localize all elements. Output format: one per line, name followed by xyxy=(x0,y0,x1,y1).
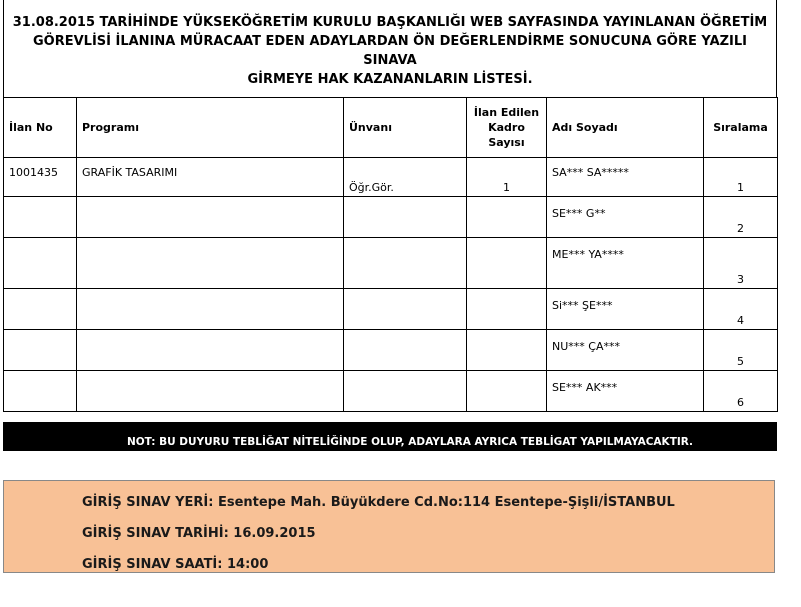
cell-empty xyxy=(467,238,547,289)
table-header-row xyxy=(4,98,778,158)
cell-empty xyxy=(467,371,547,412)
exam-place: GİRİŞ SINAV YERİ: Esentepe Mah. Büyükdere Cd.No:114 Esentepe-Şişli/İSTANBUL xyxy=(82,495,675,510)
cell-unvani: Öğr.Gör. xyxy=(344,158,467,197)
header-ilan-no: İlan No xyxy=(4,98,77,158)
cell-candidate-rank: 1 xyxy=(704,158,778,197)
cell-programi: GRAFİK TASARIMI xyxy=(77,158,344,197)
notice-text: NOT: BU DUYURU TEBLİĞAT NİTELİĞİNDE OLUP, ADAYLARA AYRICA TEBLİGAT YAPILMAYACAKTIR. xyxy=(126,436,694,448)
cell-empty xyxy=(4,371,77,412)
cell-empty xyxy=(344,330,467,371)
table-row xyxy=(4,371,778,412)
notice-bar xyxy=(3,422,777,451)
cell-empty xyxy=(4,238,77,289)
exam-time: GİRİŞ SINAV SAATİ: 14:00 xyxy=(82,557,269,572)
cell-empty xyxy=(77,371,344,412)
cell-candidate-rank: 4 xyxy=(704,289,778,330)
cell-empty xyxy=(344,238,467,289)
cell-empty xyxy=(77,289,344,330)
table-row xyxy=(4,238,778,289)
cell-kadro: 1 xyxy=(467,158,547,197)
cell-empty xyxy=(467,289,547,330)
cell-candidate-name: SE*** AK*** xyxy=(547,371,704,412)
exam-date: GİRİŞ SINAV TARİHİ: 16.09.2015 xyxy=(82,526,316,541)
header-siralama: Sıralama xyxy=(704,98,778,158)
announcement-title-text xyxy=(8,13,773,89)
cell-candidate-rank: 5 xyxy=(704,330,778,371)
cell-empty xyxy=(4,289,77,330)
header-unvani: Ünvanı xyxy=(344,98,467,158)
cell-candidate-name: SE*** G** xyxy=(547,197,704,238)
cell-empty xyxy=(467,197,547,238)
cell-ilan-no: 1001435 xyxy=(4,158,77,197)
cell-empty xyxy=(77,330,344,371)
cell-candidate-rank: 2 xyxy=(704,197,778,238)
title-line-3: GİRMEYE HAK KAZANANLARIN LİSTESİ. xyxy=(247,71,533,87)
title-line-2: GÖREVLİSİ İLANINA MÜRACAAT EDEN ADAYLARDAN ÖN DEĞERLENDİRME SONUCUNA GÖRE YAZILI SINAVA xyxy=(32,33,748,68)
header-kadro-sayisi: İlan Edilen Kadro Sayısı xyxy=(467,98,547,158)
cell-empty xyxy=(4,197,77,238)
cell-candidate-name: SA*** SA***** xyxy=(547,158,704,197)
cell-empty xyxy=(77,197,344,238)
cell-empty xyxy=(344,371,467,412)
header-adi-soyadi: Adı Soyadı xyxy=(547,98,704,158)
table-row xyxy=(4,158,778,197)
cell-empty xyxy=(467,330,547,371)
cell-candidate-rank: 6 xyxy=(704,371,778,412)
table-row xyxy=(4,330,778,371)
candidate-table xyxy=(3,97,778,412)
cell-candidate-name: NU*** ÇA*** xyxy=(547,330,704,371)
cell-empty xyxy=(4,330,77,371)
cell-empty xyxy=(344,289,467,330)
table-row xyxy=(4,197,778,238)
title-line-1: 31.08.2015 TARİHİNDE YÜKSEKÖĞRETİM KURULU BAŞKANLIĞI WEB SAYFASINDA YAYINLANAN ÖĞRETİM xyxy=(12,14,768,30)
cell-empty xyxy=(77,238,344,289)
exam-info-box xyxy=(3,480,775,573)
cell-empty xyxy=(344,197,467,238)
table-row xyxy=(4,289,778,330)
header-programi: Programı xyxy=(77,98,344,158)
cell-candidate-name: Si*** ŞE*** xyxy=(547,289,704,330)
announcement-title xyxy=(3,0,777,97)
cell-candidate-name: ME*** YA**** xyxy=(547,238,704,289)
cell-candidate-rank: 3 xyxy=(704,238,778,289)
